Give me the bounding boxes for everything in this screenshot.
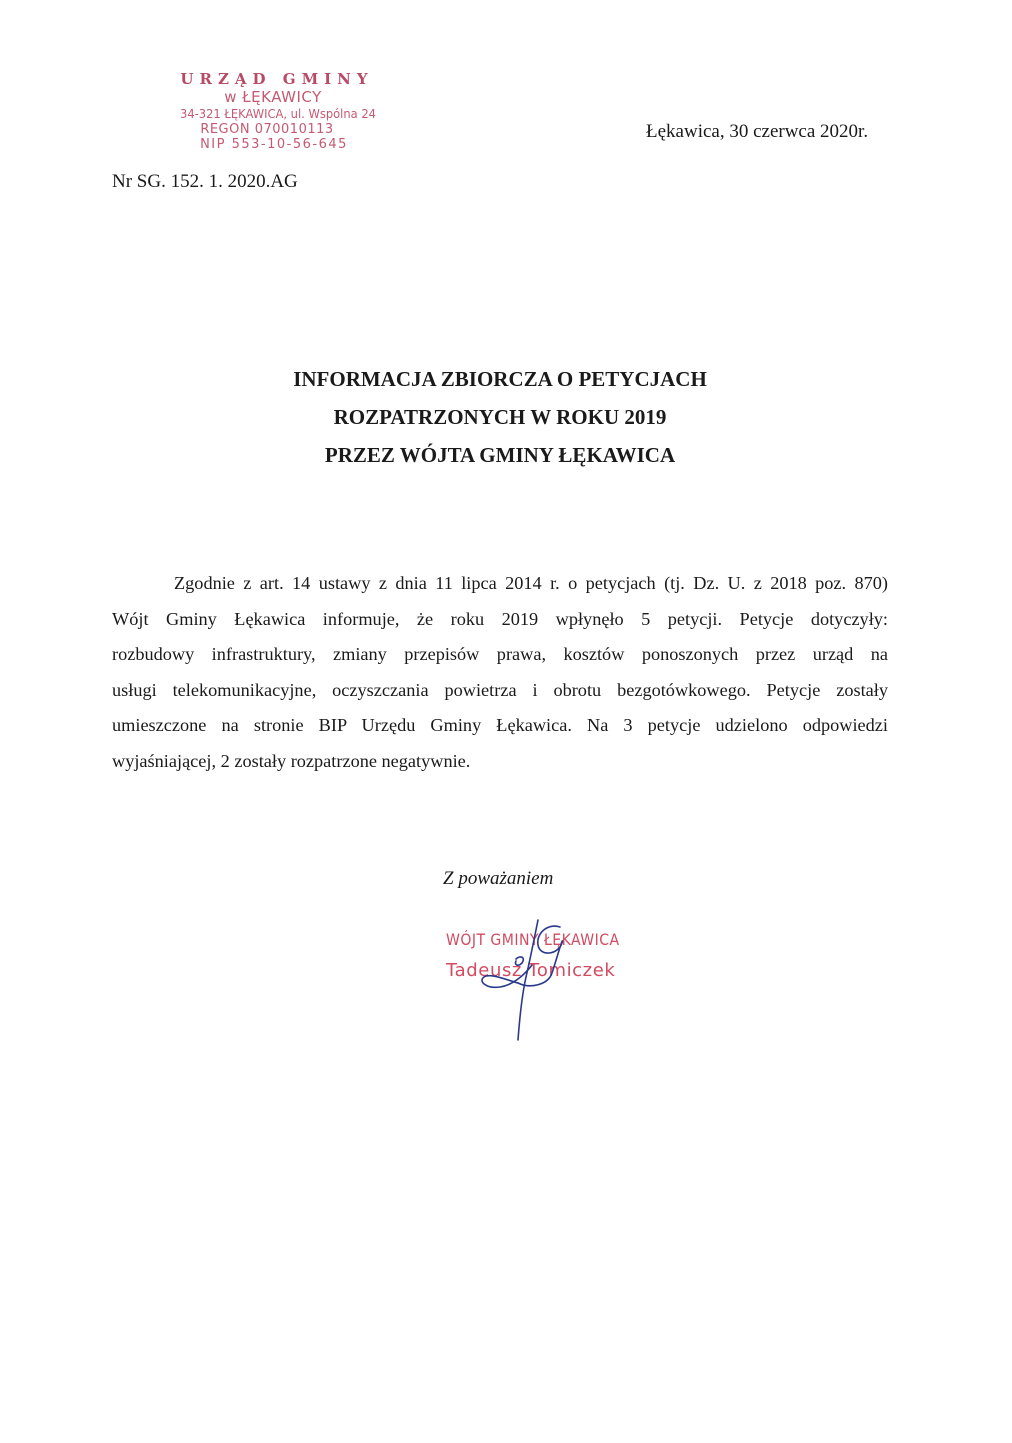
- closing-salutation: Z poważaniem: [443, 868, 554, 889]
- body-line: umieszczone na stronie BIP Urzędu Gminy Łękawica. Na 3 petycje udzielono odpowiedzi: [112, 715, 888, 735]
- stamp-office-name: URZĄD GMINY: [180, 70, 374, 88]
- body-line: usługi telekomunikacyjne, oczyszczania powietrza i obrotu bezgotówkowego. Petycje zostały: [112, 679, 888, 700]
- title-line-1: INFORMACJA ZBIORCZA O PETYCJACH: [293, 367, 707, 391]
- place-date: Łękawica, 30 czerwca 2020r.: [646, 121, 869, 142]
- reference-number: Nr SG. 152. 1. 2020.AG: [112, 171, 298, 192]
- stamp-nip: NIP 553-10-56-645: [200, 136, 348, 152]
- body-line: rozbudowy infrastruktury, zmiany przepisów prawa, kosztów ponoszonych przez urząd na: [112, 644, 888, 664]
- stamp-regon: REGON 070010113: [200, 121, 334, 137]
- handwritten-signature: [460, 915, 600, 1045]
- document-title: [140, 360, 860, 474]
- office-stamp: [148, 72, 398, 151]
- signature-stamp-title: WÓJT GMINY ŁĘKAWICA: [446, 930, 620, 949]
- title-line-3: PRZEZ WÓJTA GMINY ŁĘKAWICA: [324, 443, 676, 467]
- body-line: wyjaśniającej, 2 zostały rozpatrzone negatywnie.: [112, 750, 471, 771]
- body-paragraph: [112, 566, 888, 779]
- stamp-address: 34-321 ŁĘKAWICA, ul. Wspólna 24: [180, 106, 376, 121]
- body-line: Zgodnie z art. 14 ustawy z dnia 11 lipca 2014 r. o petycjach (tj. Dz. U. z 2018 poz. 870): [174, 573, 888, 593]
- title-line-2: ROZPATRZONYCH W ROKU 2019: [333, 405, 667, 429]
- stamp-office-location: w ŁĘKAWICY: [224, 88, 322, 106]
- signature-stamp-name: Tadeusz Tomiczek: [446, 960, 616, 981]
- body-line: Wójt Gminy Łękawica informuje, że roku 2019 wpłynęło 5 petycji. Petycje dotyczyły:: [112, 608, 888, 629]
